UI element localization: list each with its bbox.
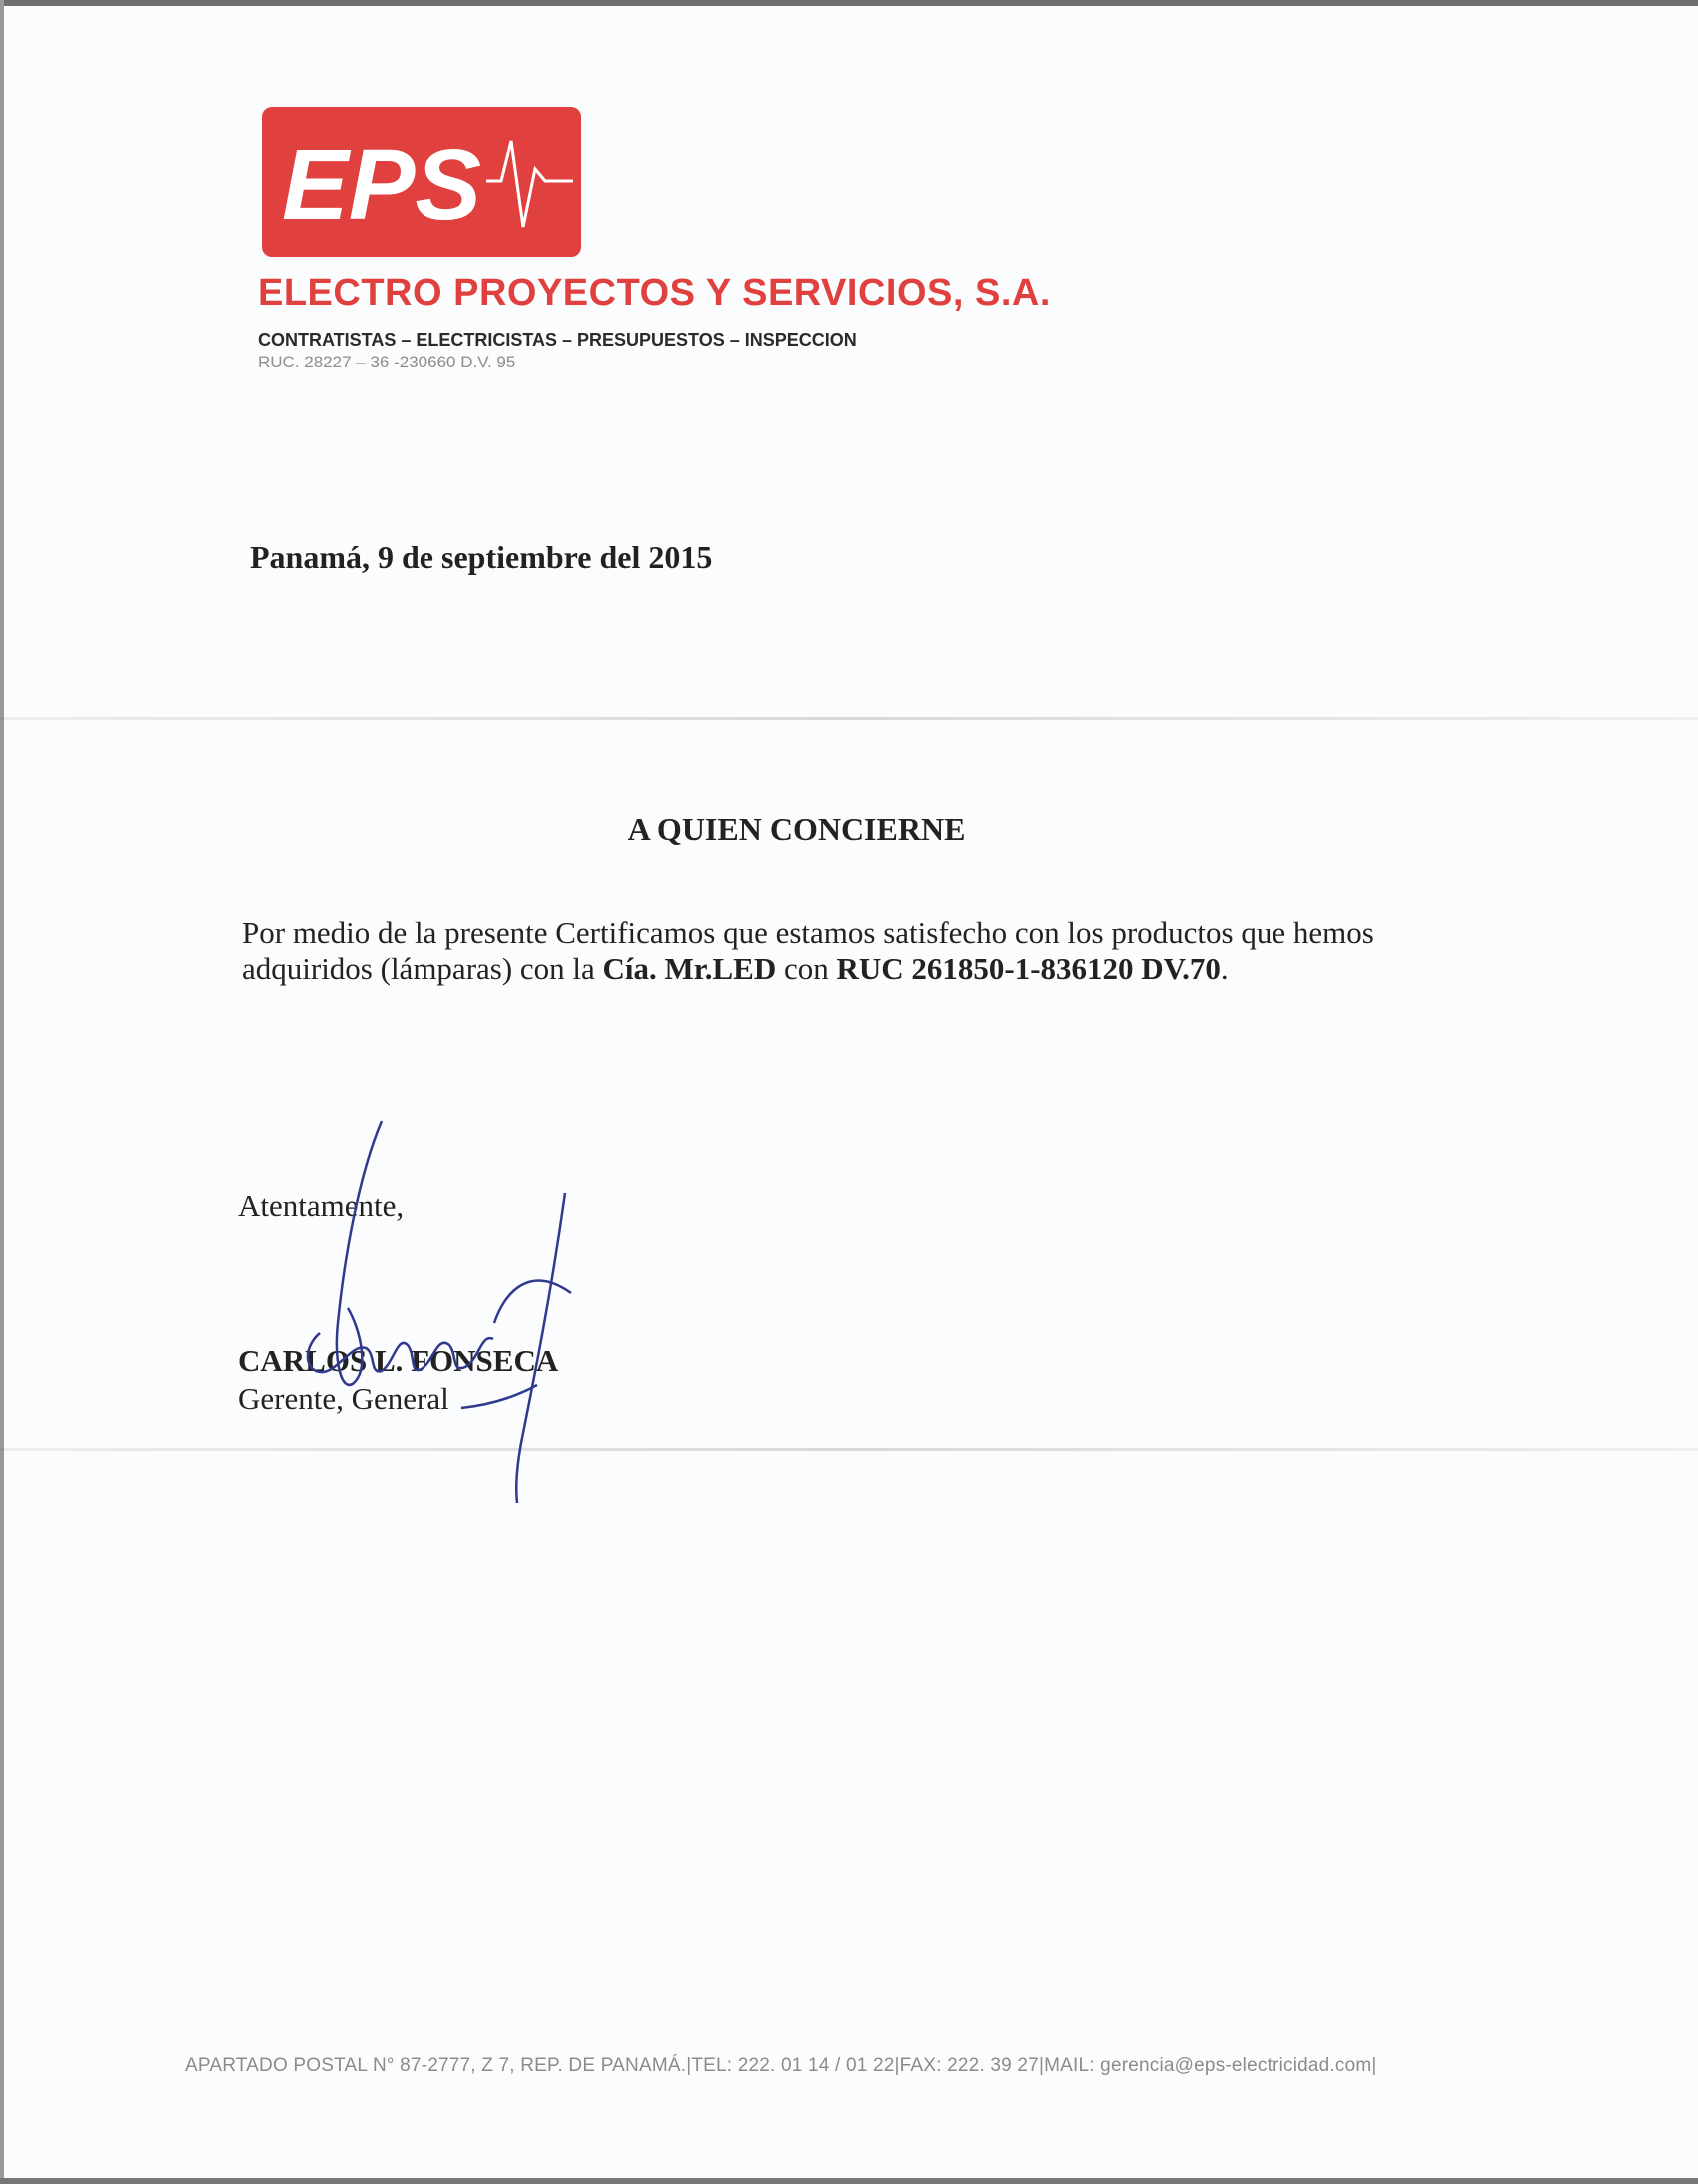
- signer-title: Gerente, General: [238, 1381, 449, 1416]
- body-ruc: RUC 261850-1-836120 DV.70: [836, 951, 1221, 986]
- company-name: ELECTRO PROYECTOS Y SERVICIOS, S.A.: [258, 272, 1051, 314]
- handwritten-signature: [290, 1113, 609, 1503]
- eps-logo: [262, 107, 581, 257]
- body-text-part1: Por medio de la presente Certificamos que estamos satisfecho con los productos que hemos adquiridos (lámparas) con la: [242, 915, 1374, 986]
- paper-fold-line: [0, 717, 1698, 720]
- body-company: Cía. Mr.LED: [602, 951, 777, 986]
- body-text-end: .: [1220, 951, 1229, 986]
- scan-border-bottom: [0, 2178, 1698, 2184]
- signer-name: CARLOS L. FONSECA: [238, 1343, 559, 1378]
- scan-border-top: [0, 0, 1698, 6]
- letter-footer: APARTADO POSTAL N° 87-2777, Z 7, REP. DE PANAMÁ.|TEL: 222. 01 14 / 01 22|FAX: 222. 39 27|MAIL: gerencia@eps-electricidad.com|: [185, 2055, 1377, 2076]
- paper-fold-line: [0, 1448, 1698, 1451]
- letter-body: [242, 915, 1470, 987]
- company-tagline: CONTRATISTAS – ELECTRICISTAS – PRESUPUESTOS – INSPECCION: [258, 330, 857, 350]
- letter-date: Panamá, 9 de septiembre del 2015: [250, 539, 713, 575]
- letter-closing: Atentamente,: [238, 1188, 405, 1223]
- letter-salutation: A QUIEN CONCIERNE: [627, 811, 966, 847]
- scan-border-left: [0, 0, 4, 2184]
- company-ruc: RUC. 28227 – 36 -230660 D.V. 95: [258, 353, 516, 371]
- logo-text: EPS: [282, 129, 482, 241]
- body-text-part2: con: [776, 951, 837, 986]
